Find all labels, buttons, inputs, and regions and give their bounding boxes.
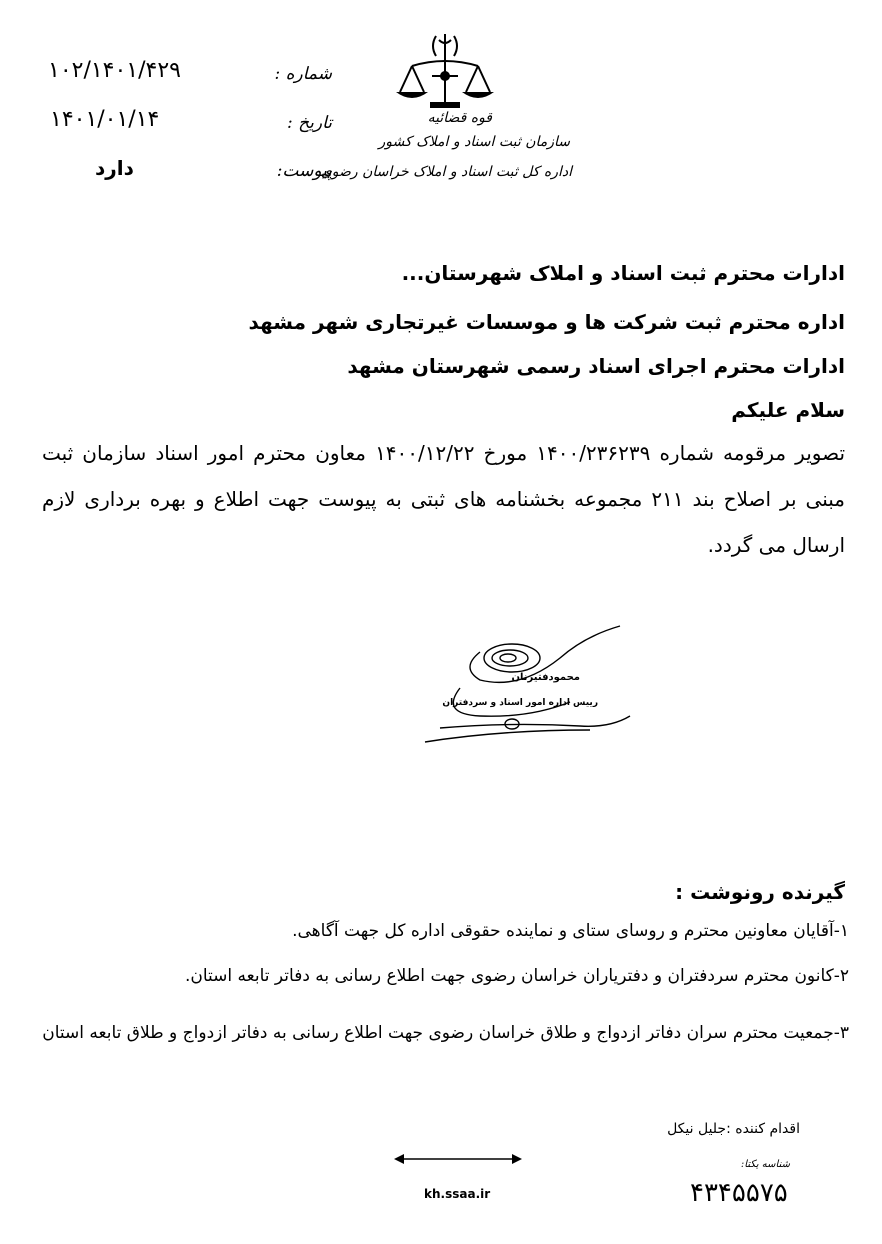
attachment-label: پیوست: <box>276 161 332 181</box>
website: kh.ssaa.ir <box>424 1187 491 1201</box>
addressee-2: اداره محترم ثبت شرکت ها و موسسات غیرتجاری شهر مشهد <box>248 310 845 334</box>
cc-item: ۱-آقایان معاونین محترم و روسای ستای و نماینده حقوقی اداره کل جهت آگاهی. <box>292 921 849 941</box>
double-arrow-icon <box>392 1149 524 1169</box>
date-label: تاریخ : <box>287 113 332 133</box>
action-by: اقدام کننده :جلیل نیکل <box>667 1121 800 1137</box>
letter-number: ۱۰۲/۱۴۰۱/۴۲۹ <box>48 58 181 83</box>
number-label: شماره : <box>274 64 332 84</box>
tracking-id-value: ۴۳۴۵۵۷۵ <box>690 1178 788 1208</box>
attachment-value: دارد <box>95 156 134 180</box>
addressee-3: ادارات محترم اجرای اسناد رسمی شهرستان مشهد <box>347 354 845 378</box>
letter-date: ۱۴۰۱/۰۱/۱۴ <box>50 107 160 132</box>
scales-of-justice-emblem <box>392 30 498 112</box>
org-registry: سازمان ثبت اسناد و املاک کشور <box>378 134 570 150</box>
cc-heading: گیرنده رونوشت : <box>675 880 845 904</box>
cc-item: ۳-جمعیت محترم سران دفاتر ازدواج و طلاق خراسان رضوی جهت اطلاع رسانی به دفاتر ازدواج و طلاق تابعه استان <box>42 1023 849 1043</box>
tracking-id-label: شناسه یکتا: <box>740 1159 790 1170</box>
signatory-name: محمودفتیرنان <box>511 672 580 683</box>
org-judiciary: قوه قضائیه <box>427 110 492 126</box>
cc-item: ۲-کانون محترم سردفتران و دفتریاران خراسان رضوی جهت اطلاع رسانی به دفاتر تابعه استان. <box>184 966 849 986</box>
signatory-title: رییس اداره امور اسناد و سردفتران <box>442 698 598 708</box>
signature-scribble <box>420 618 635 748</box>
addressee-1: ادارات محترم ثبت اسناد و املاک شهرستان... <box>401 261 845 285</box>
org-province: اداره کل ثبت اسناد و املاک خراسان رضوی <box>320 164 572 180</box>
greeting: سلام علیکم <box>731 398 845 422</box>
letter-body: تصویر مرقومه شماره ۱۴۰۰/۲۳۶۲۳۹ مورخ ۱۴۰۰/۱۲/۲۲ معاون محترم امور اسناد سازمان ثبت مبنی بر اصلاح بند ۲۱۱ مجموعه بخشنامه های ثبتی به پیوست جهت اطلاع و بهره برداری لازم ارسال می گردد. <box>42 441 846 557</box>
